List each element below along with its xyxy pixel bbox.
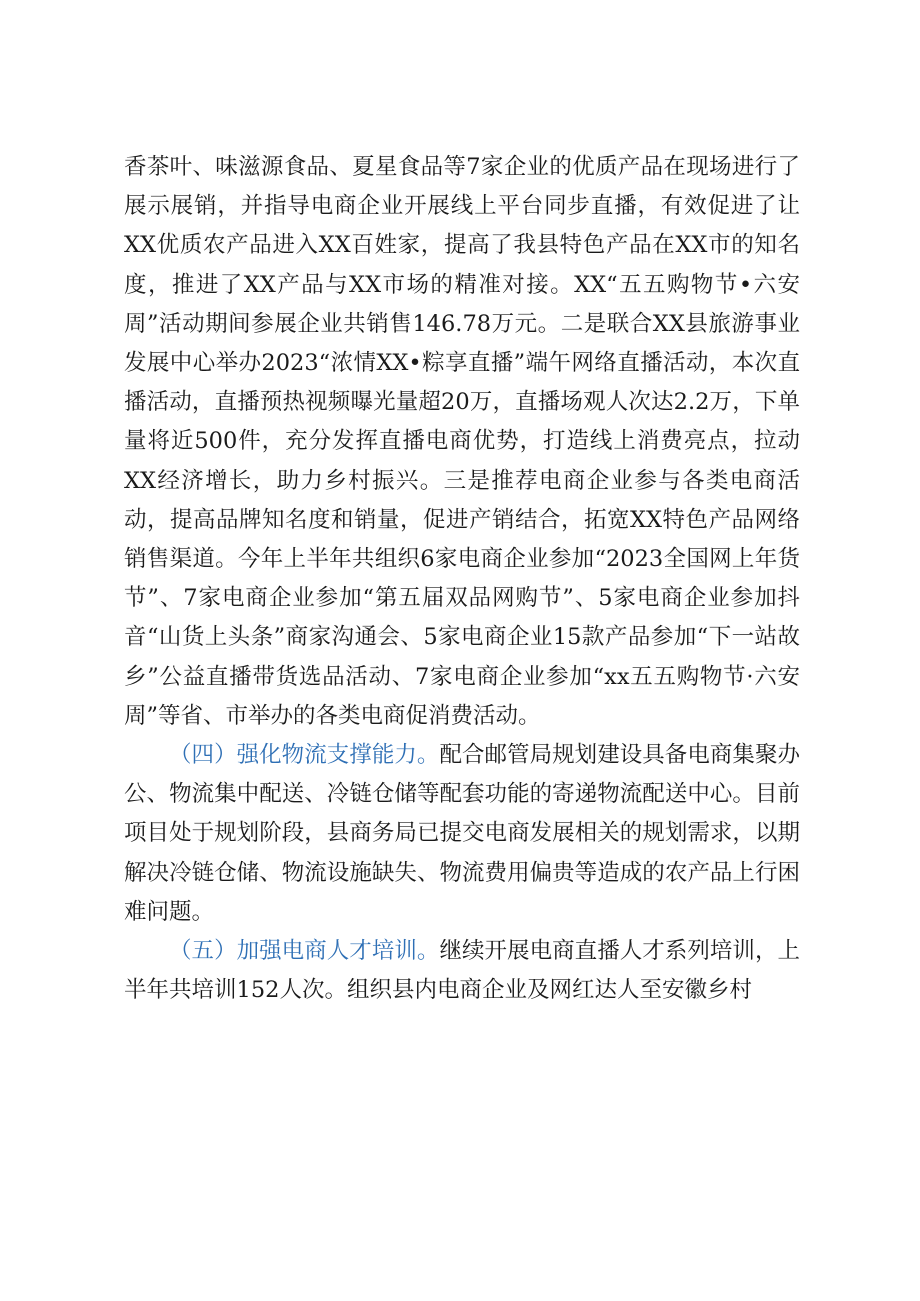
section-heading-training: （五）加强电商人才培训。 [169,938,440,965]
paragraph-3-text: 继续开展电商直播人才系列培训，上半年共培训152人次。组织县内电商企业及网红达人至安徽乡村 [124,938,800,1004]
paragraph-1-text: 香茶叶、味滋源食品、夏星食品等7家企业的优质产品在现场进行了展示展销，并指导电商企业开展线上平台同步直播，有效促进了让XX优质农产品进入XX百姓家，提高了我县特色产品在XX市的知名度，推进了XX产品与XX市场的精准对接。XX“五五购物节•六安周”活动期间参展企业共销售146.78万元。二是联合XX县旅游事业发展中心举办2023“浓情XX•粽享直播”端午网络直播活动，本次直播活动，直播预热视频曝光量超20万，直播场观人次达2.2万，下单量将近500件，充分发挥直播电商优势，打造线上消费亮点，拉动XX经济增长，助力乡村振兴。三是推荐电商企业参与各类电商活动，提高品牌知名度和销量，促进产销结合，拓宽XX特色产品网络销售渠道。今年上半年共组织6家电商企业参加“2023全国网上年货节”、7家电商企业参加“第五届双品网购节”、5家电商企业参加抖音“山货上头条”商家沟通会、5家电商企业15款产品参加“下一站故乡”公益直播带货选品活动、7家电商企业参加“xx五五购物节·六安周”等省、市举办的各类电商促消费活动。 [124,154,800,729]
document-body [124,148,800,1010]
section-heading-logistics: （四）强化物流支撑能力。 [169,742,440,769]
paragraph-2 [124,736,800,932]
paragraph-2-text: 配合邮管局规划建设具备电商集聚办公、物流集中配送、冷链仓储等配套功能的寄递物流配送中心。目前项目处于规划阶段，县商务局已提交电商发展相关的规划需求，以期解决冷链仓储、物流设施缺失、物流费用偏贵等造成的农产品上行困难问题。 [124,742,800,925]
paragraph-1 [124,148,800,736]
paragraph-3 [124,932,800,1010]
